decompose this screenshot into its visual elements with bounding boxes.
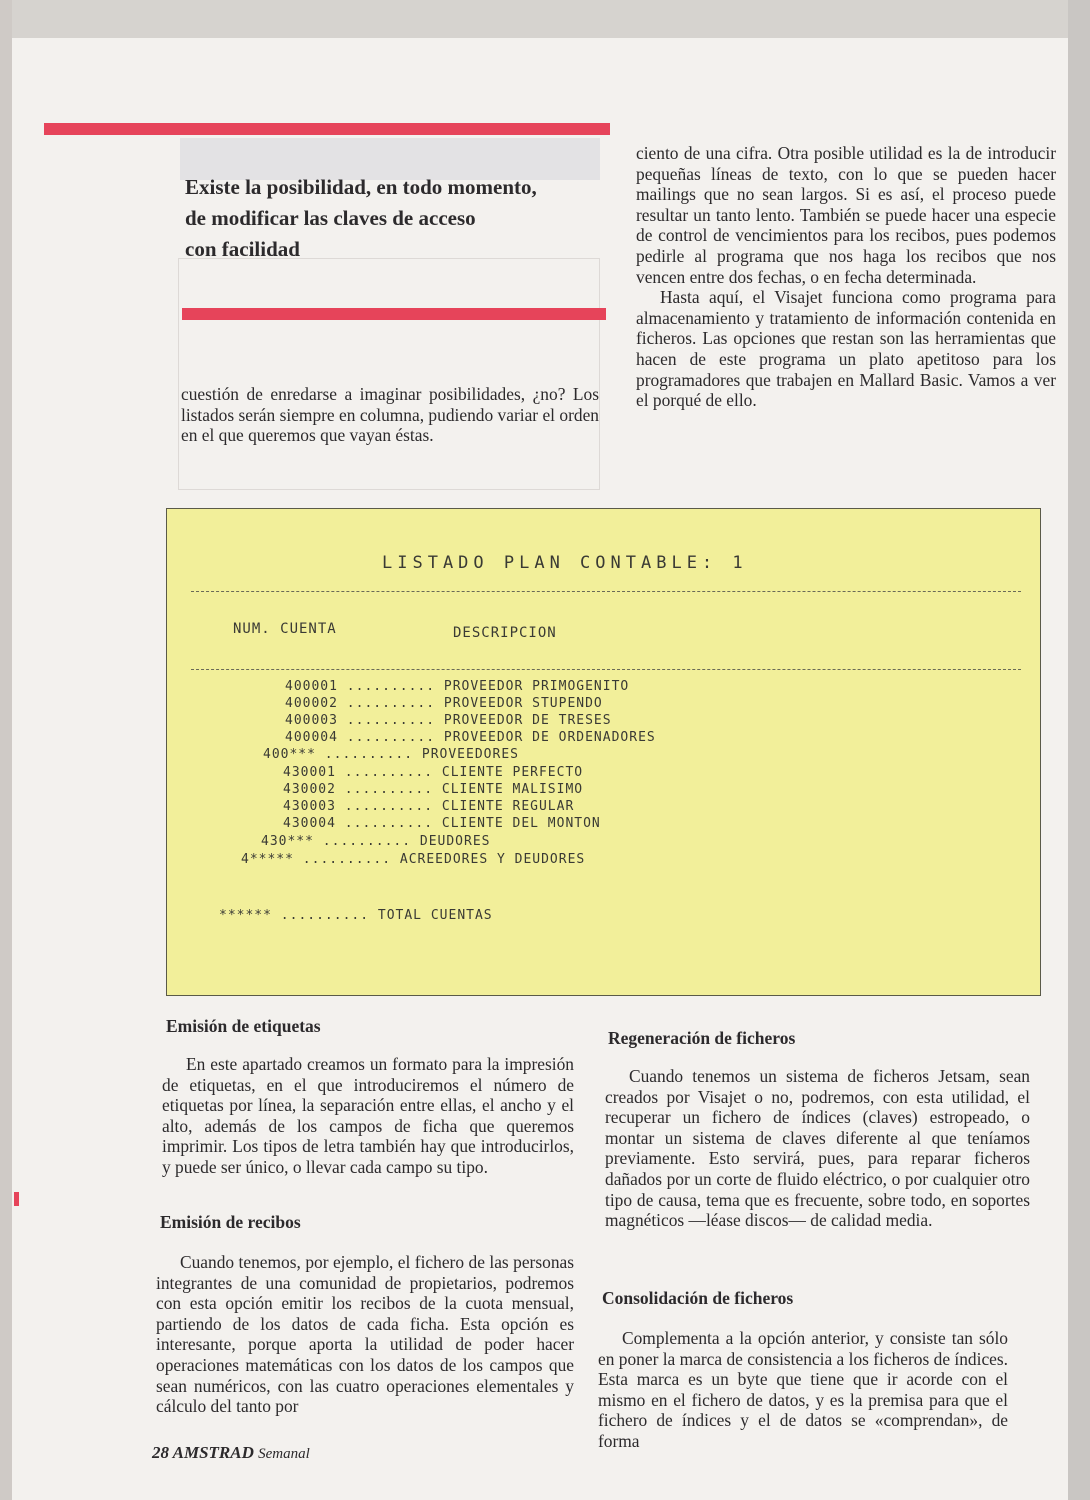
recibos-body (156, 1252, 574, 1417)
magazine-issue-word: Semanal (258, 1446, 310, 1462)
paragraph: ciento de una cifra. Otra posible utilidad es la de introducir pequeñas líneas de texto, con lo que se pueden hacer mailings que no sean largos. Si es así, el proceso puede resultar un tanto lento. También se puede hacer una especie de control de vencimientos para los recibos, pues podemos pedirle al programa que nos haga los recibos que nos vencen entre dos fechas, o en fecha determinada. (636, 143, 1056, 287)
listing-col-num: NUM. CUENTA (233, 621, 337, 637)
heading-consolidacion-ficheros: Consolidación de ficheros (602, 1288, 794, 1308)
heading-emision-recibos: Emisión de recibos (160, 1212, 301, 1232)
listing-row: 400001 .......... PROVEEDOR PRIMOGENITO (285, 679, 630, 694)
listing-row: 400004 .......... PROVEEDOR DE ORDENADORES (285, 730, 656, 745)
pull-quote-line-2: de modificar las claves de acceso (185, 206, 476, 230)
etiquetas-body (162, 1054, 574, 1178)
paragraph: Cuando tenemos un sistema de ficheros Jetsam, sean creados por Visajet o no, podremos, con esta utilidad, el recuperar un fichero de índices (claves) estropeado, o montar un sistema de claves diferente al que teníamos previamente. Esto servirá, pues, para reparar ficheros dañados por un corte de fluido eléctrico, o por cualquier otro tipo de causa, tema que es frecuente, sobre todo, en soportes magnéticos —léase discos— de calidad media. (605, 1066, 1030, 1231)
pull-quote-top-rule (44, 123, 610, 135)
heading-regeneracion-ficheros: Regeneración de ficheros (608, 1028, 796, 1048)
paragraph: Complementa a la opción anterior, y consiste tan sólo en poner la marca de consistencia a los ficheros de índices. Esta marca es un byte que tiene que ir acorde con el mismo en el fichero de datos, y es la premisa para que el fichero de índices y el de datos se «comprendan», de forma (598, 1328, 1008, 1451)
listing-divider (191, 591, 1021, 592)
left-top-column (181, 384, 599, 446)
pull-quote (185, 172, 595, 265)
regeneracion-body (605, 1066, 1030, 1231)
listing-divider (191, 669, 1021, 670)
listing-row: ****** .......... TOTAL CUENTAS (219, 908, 493, 923)
listing-row: 400003 .......... PROVEEDOR DE TRESES (285, 713, 612, 728)
listing-col-desc: DESCRIPCION (453, 625, 557, 641)
right-top-column (636, 143, 1056, 411)
listing-row: 4***** .......... ACREEDORES Y DEUDORES (241, 852, 586, 867)
consolidacion-body (598, 1328, 1008, 1452)
pull-quote-line-3: con facilidad (185, 237, 300, 261)
listing-row: 400002 .......... PROVEEDOR STUPENDO (285, 696, 603, 711)
bleed-through-box (178, 258, 600, 490)
page-number: 28 (152, 1443, 169, 1462)
paragraph: En este apartado creamos un formato para la impresión de etiquetas, en el que introduciremos el número de etiquetas por línea, la separación entre ellas, el ancho y el alto, además de los campos de ficha que queremos imprimir. Los tipos de letra también hay que introducirlos, y puede ser único, o llevar cada campo su tipo. (162, 1054, 574, 1177)
listing-row: 430004 .......... CLIENTE DEL MONTON (283, 816, 601, 831)
listing-row: 400*** .......... PROVEEDORES (263, 747, 519, 762)
pull-quote-bottom-rule (182, 308, 606, 320)
heading-emision-etiquetas: Emisión de etiquetas (166, 1016, 321, 1036)
listing-row: 430002 .......... CLIENTE MALISIMO (283, 782, 584, 797)
pull-quote-line-1: Existe la posibilidad, en todo momento, (185, 175, 537, 199)
listing-title: LISTADO PLAN CONTABLE: 1 (382, 553, 748, 573)
edge-marker (14, 1192, 19, 1206)
page-right-edge (1068, 0, 1090, 1500)
paragraph: Hasta aquí, el Visajet funciona como programa para almacenamiento y tratamiento de información contenida en ficheros. Las opciones que restan son las herramientas que hacen de este programa un plato apetitoso para los programadores que trabajen en Mallard Basic. Vamos a ver el porqué de ello. (636, 287, 1056, 411)
listing-row: 430*** .......... DEUDORES (261, 834, 491, 849)
listing-row: 430003 .......... CLIENTE REGULAR (283, 799, 575, 814)
paragraph: Cuando tenemos, por ejemplo, el fichero de las personas integrantes de una comunidad de propietarios, podremos con esta opción emitir los recibos de la cuota mensual, partiendo de los datos de cada ficha. Esta opción es interesante, porque aporta la utilidad de poder hacer operaciones matemáticas con los datos de los campos que sean numéricos, con las cuatro operaciones elementales y cálculo del tanto por (156, 1252, 574, 1417)
listing-row: 430001 .......... CLIENTE PERFECTO (283, 765, 584, 780)
page-left-edge (0, 0, 12, 1500)
paragraph: cuestión de enredarse a imaginar posibilidades, ¿no? Los listados serán siempre en columna, pudiendo variar el orden en el que queremos que vayan éstas. (181, 384, 599, 446)
page-footer (152, 1443, 310, 1463)
magazine-name: AMSTRAD (172, 1443, 254, 1462)
listing-panel (166, 508, 1041, 996)
